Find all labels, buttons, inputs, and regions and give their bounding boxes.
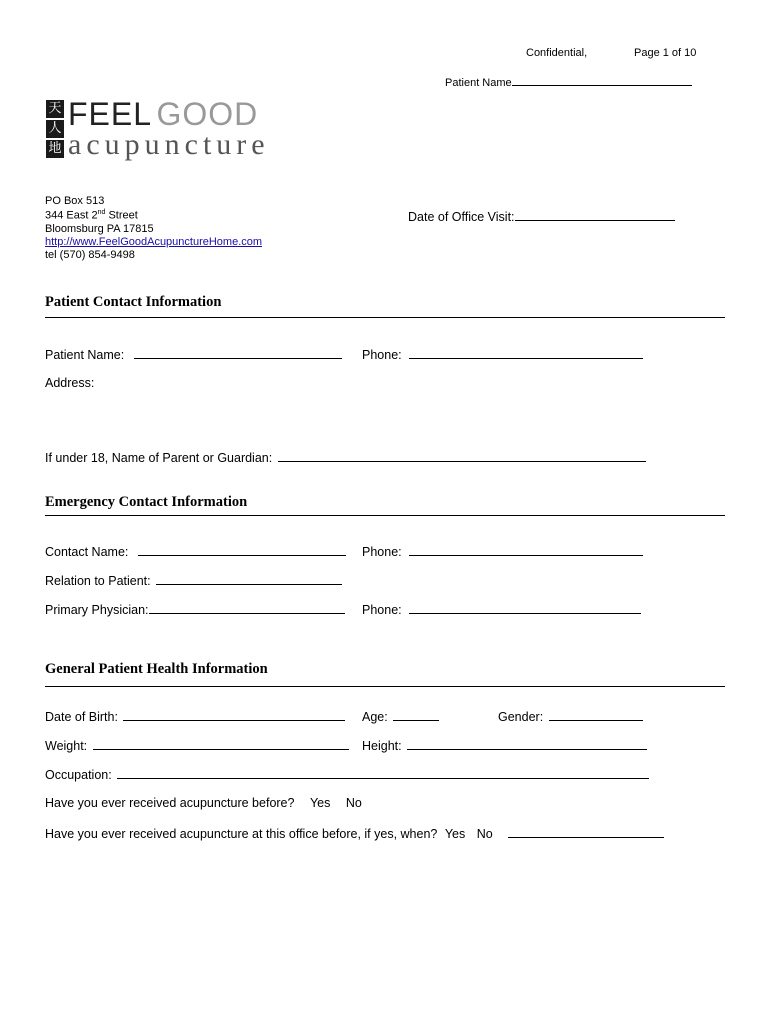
section-heading-health-info: General Patient Health Information: [45, 661, 268, 677]
header-patient-name-field[interactable]: [512, 73, 692, 86]
patient-phone-row: [362, 346, 643, 362]
patient-name-label: Patient Name:: [45, 348, 125, 362]
guardian-label: If under 18, Name of Parent or Guardian:: [45, 451, 273, 465]
logo-feel: FEEL: [68, 96, 153, 132]
gender-row: [498, 708, 643, 724]
weight-field[interactable]: [93, 737, 349, 750]
answer-yes[interactable]: Yes: [309, 796, 331, 810]
address-street-number: 344 East 2: [45, 209, 98, 222]
patient-name-field[interactable]: [134, 346, 342, 359]
age-field[interactable]: [393, 708, 439, 721]
page-number: Page 1 of 10: [634, 47, 697, 59]
occupation-field[interactable]: [117, 766, 649, 779]
address-po-box: PO Box 513: [45, 195, 105, 207]
physician-row: [45, 601, 345, 617]
office-visit-field[interactable]: [515, 208, 675, 221]
divider: [45, 515, 725, 516]
address-street-sup: nd: [97, 209, 106, 216]
occupation-label: Occupation:: [45, 768, 112, 782]
physician-phone-row: [362, 601, 641, 617]
dob-field[interactable]: [123, 708, 345, 721]
weight-label: Weight:: [45, 739, 88, 753]
physician-phone-label: Phone:: [362, 603, 402, 617]
header-patient-name-label: Patient Name: [445, 77, 512, 89]
dob-row: [45, 708, 345, 724]
age-row: [362, 708, 439, 724]
height-field[interactable]: [407, 737, 647, 750]
website-link[interactable]: http://www.FeelGoodAcupunctureHome.com: [45, 236, 263, 248]
header-patient-name: [445, 73, 692, 89]
height-label: Height:: [362, 739, 402, 753]
answer-no[interactable]: No: [345, 796, 362, 810]
logo-glyph-person: 人: [46, 120, 64, 138]
address-street-suffix: Street: [105, 209, 138, 222]
logo-good: GOOD: [156, 96, 259, 132]
relation-label: Relation to Patient:: [45, 574, 151, 588]
address-street: [45, 209, 138, 222]
question-acupuncture-office: [45, 825, 664, 841]
section-heading-patient-contact: Patient Contact Information: [45, 294, 222, 310]
office-visit-date: [408, 208, 675, 224]
confidential-label: Confidential,: [526, 47, 588, 59]
contact-name-row: [45, 543, 346, 559]
gender-label: Gender:: [498, 710, 544, 724]
dob-label: Date of Birth:: [45, 710, 118, 724]
patient-phone-field[interactable]: [409, 346, 643, 359]
patient-phone-label: Phone:: [362, 348, 402, 362]
question-acupuncture-before: [45, 796, 362, 810]
contact-phone-field[interactable]: [409, 543, 643, 556]
divider: [45, 317, 725, 318]
logo-glyph-heaven: 天: [46, 100, 64, 118]
guardian-row: [45, 449, 646, 465]
contact-phone-label: Phone:: [362, 545, 402, 559]
relation-field[interactable]: [156, 572, 342, 585]
weight-row: [45, 737, 349, 753]
physician-phone-field[interactable]: [409, 601, 641, 614]
address-tel: tel (570) 854-9498: [45, 249, 135, 261]
contact-name-label: Contact Name:: [45, 545, 129, 559]
address-label: Address:: [45, 376, 95, 390]
divider: [45, 686, 725, 687]
question-acupuncture-before-text: Have you ever received acupuncture before?: [45, 796, 295, 810]
office-visit-when-field[interactable]: [508, 825, 664, 838]
relation-row: [45, 572, 342, 588]
contact-name-field[interactable]: [138, 543, 346, 556]
section-heading-emergency-contact: Emergency Contact Information: [45, 494, 248, 510]
question-acupuncture-office-text: Have you ever received acupuncture at this office before, if yes, when?: [45, 827, 438, 841]
patient-name-row: [45, 346, 342, 362]
contact-phone-row: [362, 543, 643, 559]
logo-acupuncture: acupuncture: [68, 128, 270, 161]
physician-field[interactable]: [149, 601, 345, 614]
guardian-field[interactable]: [278, 449, 646, 462]
address-url[interactable]: [45, 236, 262, 248]
answer-yes[interactable]: Yes: [444, 827, 466, 841]
answer-no[interactable]: No: [476, 827, 493, 841]
physician-label: Primary Physician:: [45, 603, 149, 617]
height-row: [362, 737, 647, 753]
age-label: Age:: [362, 710, 388, 724]
occupation-row: [45, 766, 649, 782]
office-visit-label: Date of Office Visit:: [408, 210, 515, 224]
logo-glyph-earth: 地: [46, 140, 64, 158]
address-city: Bloomsburg PA 17815: [45, 223, 154, 235]
gender-field[interactable]: [549, 708, 643, 721]
